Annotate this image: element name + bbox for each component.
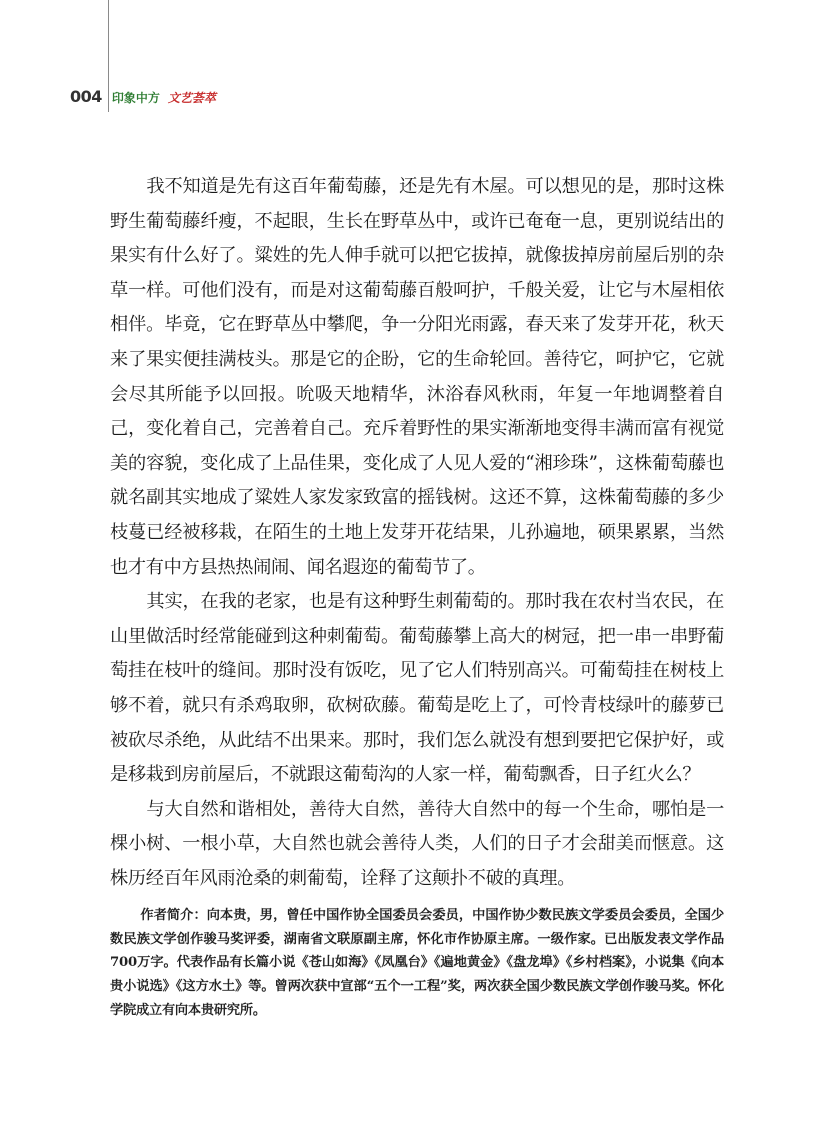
author-bio-text: 作者简介：向本贵，男，曾任中国作协全国委员会委员，中国作协少数民族文学委员会委员，全国少数民族文学创作骏马奖评委，湖南省文联原副主席，怀化市作协原主席。一级作家。已出版发表文学作品700万字。代表作品有长篇小说《苍山如海》《凤凰台》《遍地黄金》《盘龙埠》《乡村档案》，小说集《向本贵小说选》《这方水土》等。曾两次获中宣部“五个一工程”奖，两次获全国少数民族文学创作骏马奖。怀化学院成立有向本贵研究所。 bbox=[110, 908, 724, 1018]
author-bio bbox=[110, 904, 724, 1023]
paragraph-2: 其实，在我的老家，也是有这种野生刺葡萄的。那时我在农村当农民，在山里做活时经常能碰到这种刺葡萄。葡萄藤攀上高大的树冠，把一串一串野葡萄挂在枝叶的缝间。那时没有饭吃，见了它人们特别高兴。可葡萄挂在树枝上够不着，就只有杀鸡取卵，砍树砍藤。葡萄是吃上了，可怜青枝绿叶的藤萝已被砍尽杀绝，从此结不出果来。那时，我们怎么就没有想到要把它保护好，或是移栽到房前屋后，不就跟这葡萄沟的人家一样，葡萄飘香，日子红火么？ bbox=[110, 591, 724, 786]
paragraph-1: 我不知道是先有这百年葡萄藤，还是先有木屋。可以想见的是，那时这株野生葡萄藤纤瘦，不起眼，生长在野草丛中，或许已奄奄一息，更别说结出的果实有什么好了。粱姓的先人伸手就可以把它拔掉，就像拔掉房前屋后别的杂草一样。可他们没有，而是对这葡萄藤百般呵护，千般关爱，让它与木屋相依相伴。毕竟，它在野草丛中攀爬，争一分阳光雨露，春天来了发芽开花，秋天来了果实便挂满枝头。那是它的企盼，它的生命轮回。善待它，呵护它，它就会尽其所能予以回报。吮吸天地精华，沐浴春风秋雨，年复一年地调整着自己，变化着自己，完善着自己。充斥着野性的果实渐渐地变得丰满而富有视觉美的容貌，变化成了上品佳果，变化成了人见人爱的“湘珍珠”，这株葡萄藤也就名副其实地成了粱姓人家发家致富的摇钱树。这还不算，这株葡萄藤的多少枝蔓已经被移栽，在陌生的土地上发芽开花结果，儿孙遍地，硕果累累，当然也才有中方县热热闹闹、闻名遐迩的葡萄节了。 bbox=[110, 176, 724, 578]
column-title: 文艺荟萃 bbox=[167, 91, 216, 105]
article-body bbox=[110, 170, 724, 896]
paragraph-3: 与大自然和谐相处，善待大自然，善待大自然中的每一个生命，哪怕是一棵小树、一根小草，大自然也就会善待人类，人们的日子才会甜美而惬意。这株历经百年风雨沧桑的刺葡萄，诠释了这颠扑不破的真理。 bbox=[110, 798, 724, 889]
series-title: 印象中方 bbox=[111, 91, 160, 105]
page-number: 004 bbox=[70, 87, 102, 106]
running-header bbox=[70, 87, 216, 109]
